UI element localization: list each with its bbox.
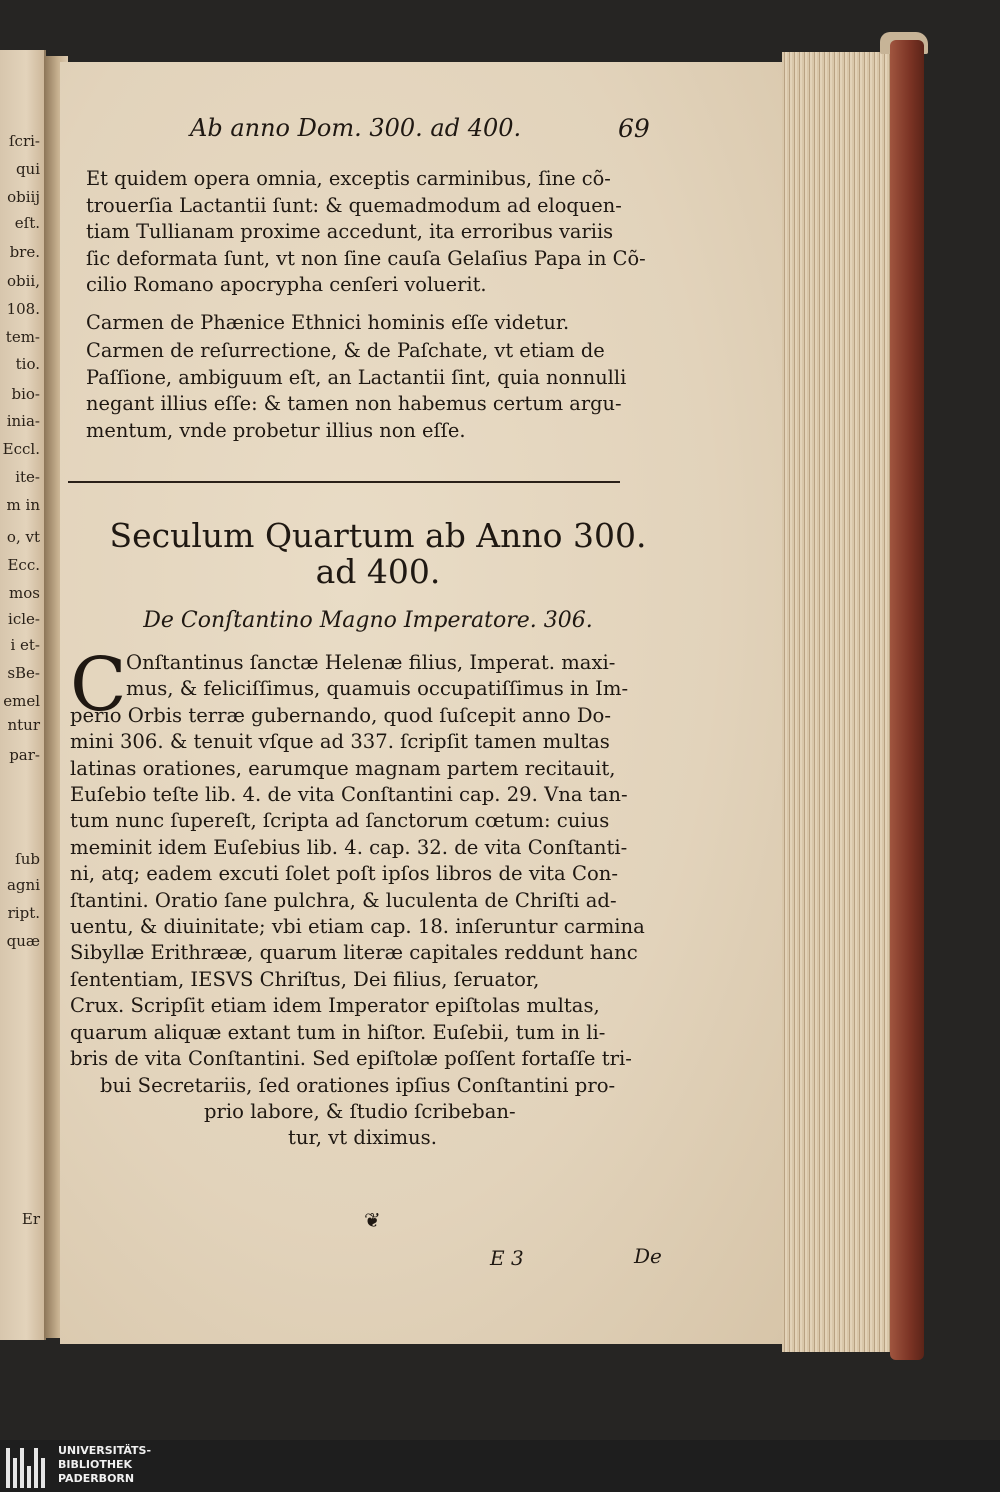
body-line: tur, vt diximus.: [288, 1126, 437, 1150]
margin-fragment: Ecc.: [7, 556, 40, 574]
margin-fragment: icle-: [8, 610, 40, 628]
body-line: ſententiam, IESVS Chriſtus, Dei filius, ſeruator,: [70, 967, 540, 991]
margin-fragment: agni: [6, 876, 40, 894]
body-line: Sibyllæ Erithrææ, quarum literæ capitales reddunt hanc: [70, 941, 638, 965]
margin-fragment: ſcri-: [9, 132, 40, 150]
library-name-line2: BIBLIOTHEK: [58, 1458, 133, 1471]
text-line: negant illius eſſe: & tamen non habemus certum argu-: [86, 392, 622, 415]
text-line: ſic deformata ſunt, vt non ſine cauſa Gelaſius Papa in Cõ-: [86, 246, 646, 270]
page-fore-edge: [782, 52, 900, 1352]
book-cover-spine: [890, 40, 924, 1360]
paragraph-opera-omnia: [86, 166, 686, 299]
library-logo-icon: [6, 1444, 50, 1488]
margin-fragment: eſt.: [14, 214, 40, 232]
body-line: Crux. Scripſit etiam idem Imperator epiſtolas multas,: [70, 994, 600, 1018]
body-line: latinas orationes, earumque magnam partem recitauit,: [70, 756, 616, 780]
text-line: Et quidem opera omnia, exceptis carminibus, ſine cõ-: [86, 167, 611, 190]
paragraph-phoenice: [86, 310, 686, 337]
catchword: De: [634, 1244, 662, 1268]
margin-fragment: mos: [9, 584, 40, 602]
section-heading-line1: Seculum Quartum ab Anno 300.: [109, 516, 647, 555]
margin-fragment: o, vt: [6, 528, 40, 546]
text-line: trouerſia Lactantii ſunt: & quemadmodum ad eloquen-: [86, 193, 622, 217]
section-divider-rule: [68, 481, 620, 483]
margin-fragment: ſub: [15, 850, 40, 868]
text-line: cilio Romano apocrypha cenſeri voluerit.: [86, 273, 487, 296]
body-line: quarum aliquæ extant tum in hiſtor. Euſebii, tum in li-: [70, 1020, 606, 1044]
margin-fragment: obiij: [7, 188, 40, 206]
text-line: mentum, vnde probetur illius non eſſe.: [86, 418, 466, 442]
margin-fragment: quæ: [6, 932, 40, 950]
body-line: mus, & feliciſſimus, quamuis occupatiſſimus in Im-: [126, 677, 629, 701]
ornament-fleuron-icon: ❦: [364, 1208, 381, 1232]
previous-page-edge: [0, 50, 46, 1340]
margin-fragment: bio-: [11, 385, 40, 403]
margin-fragment: tio.: [15, 355, 40, 373]
margin-fragment: par-: [9, 746, 40, 764]
margin-fragment: qui: [15, 160, 40, 178]
body-line: perio Orbis terræ gubernando, quod ſuſcepit anno Do-: [70, 703, 611, 727]
margin-fragment: tem-: [5, 328, 40, 346]
paragraph-resurrectione: [86, 338, 686, 444]
margin-fragment: inia-: [6, 412, 40, 430]
page-number: 69: [618, 114, 650, 143]
drop-cap-letter: C: [70, 642, 127, 728]
margin-fragment: obii,: [7, 272, 40, 290]
library-footer: [0, 1440, 1000, 1492]
margin-fragment: ntur: [7, 716, 40, 734]
body-line: bris de vita Conſtantini. Sed epiſtolæ poſſent fortaſſe tri-: [70, 1047, 632, 1071]
margin-fragment: Eccl.: [2, 440, 40, 458]
body-line: prio labore, & ſtudio ſcribeban-: [204, 1099, 516, 1123]
library-name-line3: PADERBORN: [58, 1472, 135, 1485]
margin-fragment: sBe-: [7, 664, 40, 682]
body-line: bui Secretariis, ſed orationes ipſius Conſtantini pro-: [100, 1073, 616, 1097]
text-line: tiam Tullianam proxime accedunt, ita erroribus variis: [86, 220, 614, 243]
section-heading-line2: ad 400.: [315, 552, 441, 591]
margin-fragment: 108.: [6, 300, 40, 318]
running-head: Ab anno Dom. 300. ad 400.: [190, 114, 522, 142]
body-line: ſtantini. Oratio ſane pulchra, & luculenta de Chriſti ad-: [70, 888, 617, 912]
text-line: Carmen de reſurrectione, & de Paſchate, vt etiam de: [86, 339, 605, 362]
margin-fragment: bre.: [9, 243, 40, 261]
margin-fragment: m in: [6, 496, 40, 514]
margin-fragment: ite-: [15, 468, 40, 486]
body-line: tum nunc ſupereſt, ſcripta ad ſanctorum cœtum: cuius: [70, 809, 610, 833]
margin-fragment: ript.: [7, 904, 40, 922]
chapter-body-text: [70, 642, 670, 1152]
body-line: meminit idem Euſebius lib. 4. cap. 32. de vita Conſtanti-: [70, 835, 628, 859]
chapter-subheading: De Conſtantino Magno Imperatore. 306.: [143, 608, 593, 633]
library-name: [58, 1444, 151, 1486]
body-line: mini 306. & tenuit vſque ad 337. ſcripſit tamen multas: [70, 730, 610, 754]
text-line: Carmen de Phænice Ethnici hominis eſſe videtur.: [86, 311, 570, 334]
body-line: Euſebio teſte lib. 4. de vita Conſtantini cap. 29. Vna tan-: [70, 783, 628, 807]
signature-mark: E 3: [490, 1246, 524, 1270]
body-line: uentu, & diuinitate; vbi etiam cap. 18. inſeruntur carmina: [70, 915, 645, 939]
body-line: ni, atq; eadem excuti ſolet poſt ipſos libros de vita Con-: [70, 862, 618, 886]
library-name-line1: UNIVERSITÄTS-: [58, 1444, 152, 1457]
margin-fragment: Er: [21, 1210, 40, 1228]
body-line: Onſtantinus ſanctæ Helenæ filius, Imperat. maxi-: [126, 651, 616, 674]
margin-fragment: i et-: [10, 636, 40, 654]
text-line: Paſſione, ambiguum eſt, an Lactantii ſint, quia nonnulli: [86, 365, 627, 389]
margin-fragment: emel: [3, 692, 40, 710]
